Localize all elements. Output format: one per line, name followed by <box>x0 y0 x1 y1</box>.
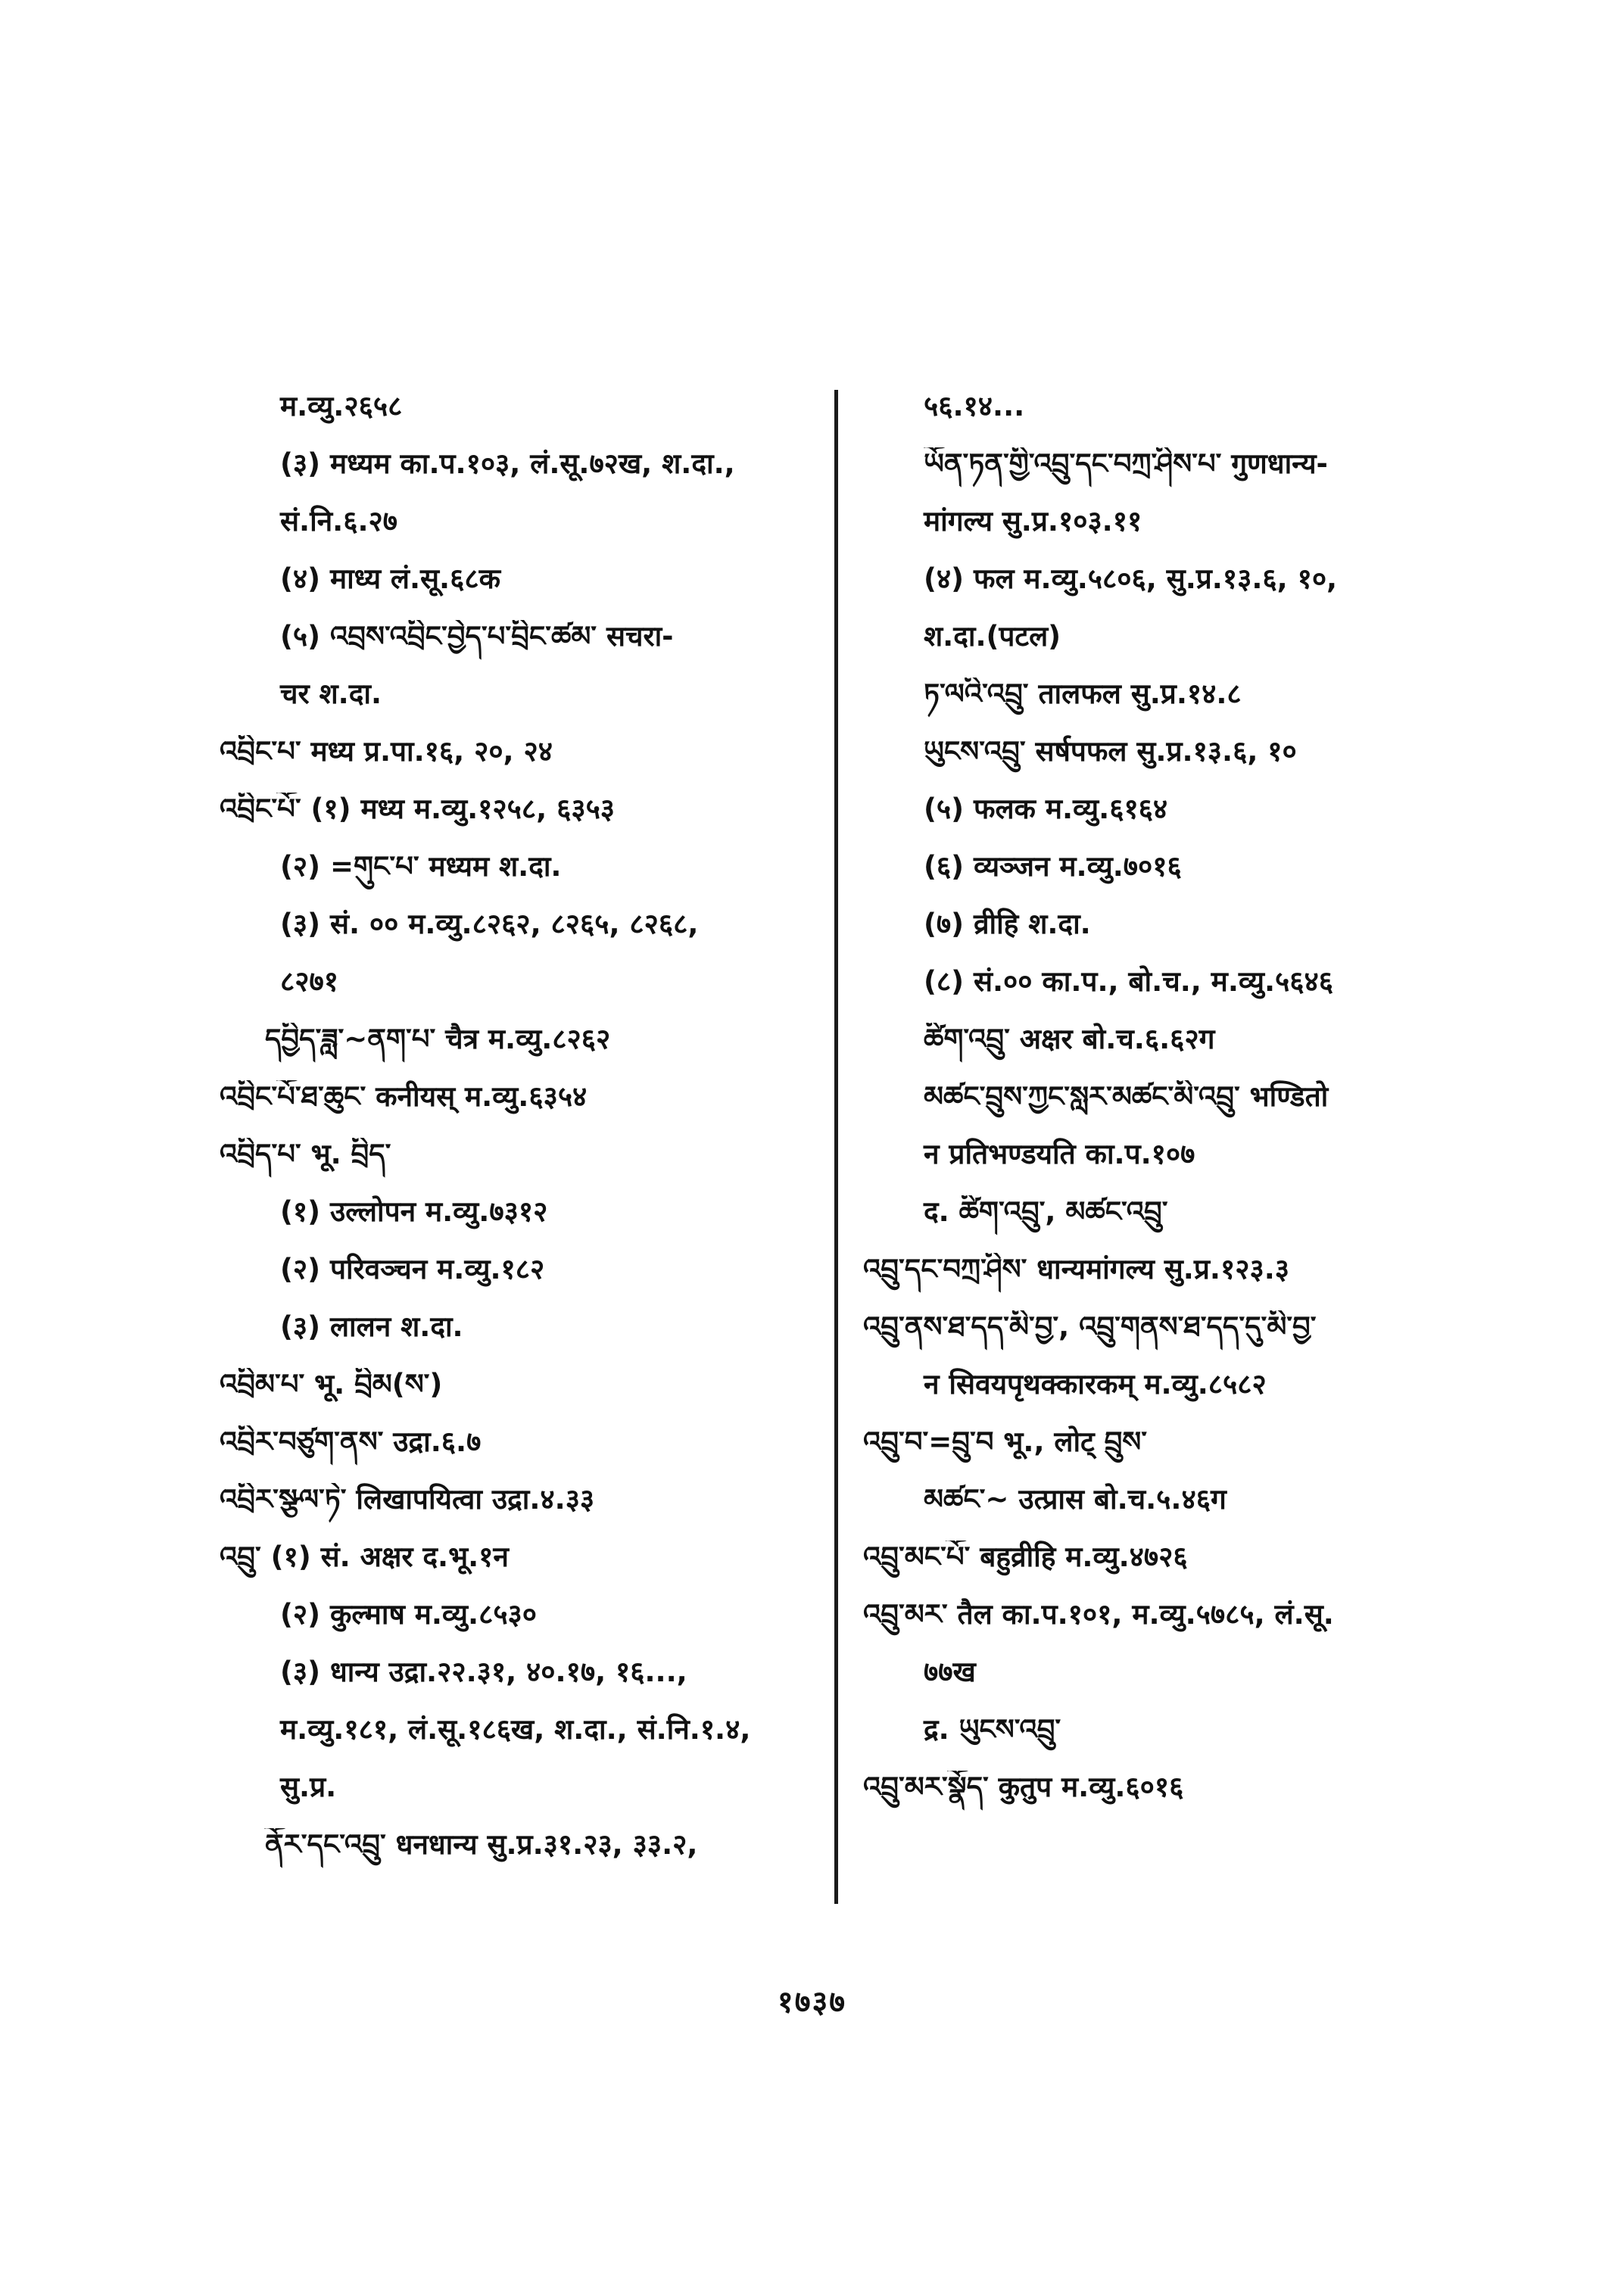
dictionary-line: ८२७१ <box>280 965 338 998</box>
dictionary-line: चर श.दा. <box>280 678 382 710</box>
dictionary-line: འབྲུ་བ་=བྲུ་བ भू., लोट् བྲུས་ <box>863 1425 1148 1458</box>
dictionary-line: म.व्यु.१८१, लं.सू.१८६ख, श.दा., सं.नि.१.४, <box>280 1713 751 1746</box>
dictionary-line: ७७ख <box>924 1656 976 1688</box>
dictionary-line: (३) धान्य उद्रा.२२.३१, ४०.१७, १६..., <box>280 1656 687 1688</box>
dictionary-line: (२) =གུང་པ་ मध्यम श.दा. <box>280 850 562 883</box>
dictionary-line: (३) मध्यम का.प.१०३, लं.सू.७२ख, श.दा., <box>280 447 735 480</box>
dictionary-line: (४) फल म.व्यु.५८०६, सु.प्र.१३.६, १०, <box>924 562 1338 595</box>
dictionary-line: འབྲུ་མང་པོ་ बहुव्रीहि म.व्यु.४७२६ <box>863 1541 1188 1573</box>
dictionary-line: ཡོན་ཏན་གྱི་འབྲུ་དང་བཀྲ་ཤིས་པ་ गुणधान्य- <box>924 447 1328 480</box>
dictionary-line: (६) व्यञ्जन म.व्यु.७०१६ <box>924 850 1182 883</box>
dictionary-line: འབྲིར་བཙུག་ནས་ उद्रा.६.७ <box>220 1425 482 1458</box>
dictionary-line: ५६.१४... <box>924 390 1025 422</box>
right-column <box>863 390 1484 1828</box>
dictionary-line: མཚང་བྲུས་ཀྱང་སླར་མཚང་མི་འབྲུ་ भण्डितो <box>924 1080 1329 1113</box>
dictionary-line: (२) परिवञ्चन म.व्यु.१८२ <box>280 1253 545 1285</box>
dictionary-line: श.दा.(पटल) <box>924 620 1061 653</box>
dictionary-line: मांगल्य सु.प्र.१०३.११ <box>924 505 1142 537</box>
dictionary-line: འབྲིད་པ་ भू. བྲིད་ <box>220 1138 391 1170</box>
dictionary-line: ནོར་དང་འབྲུ་ धनधान्य सु.प्र.३१.२३, ३३.२, <box>265 1828 698 1861</box>
dictionary-line: (३) सं. ०० म.व्यु.८२६२, ८२६५, ८२६८, <box>280 908 699 940</box>
dictionary-line: འབྲུ་ནས་ཐ་དད་མི་བྱ་, འབྲུ་གནས་ཐ་དད་དུ་མི་བྱ་ <box>863 1310 1317 1343</box>
dictionary-line: म.व्यु.२६५८ <box>280 390 403 422</box>
dictionary-line: (४) माध्य लं.सू.६८क <box>280 562 501 595</box>
dictionary-line: सु.प्र. <box>280 1771 337 1803</box>
dictionary-line: न सिवयपृथक्कारकम् म.व्यु.८५८२ <box>924 1368 1267 1400</box>
dictionary-line: འབྲུ་མར་ तैल का.प.१०१, म.व्यु.५७८५, लं.सू. <box>863 1598 1334 1631</box>
dictionary-line: द. ཚིག་འབྲུ་, མཚང་འབྲུ་ <box>924 1195 1168 1228</box>
dictionary-line: འབྲུ་མར་སྣོད་ कुतुप म.व्यु.६०१६ <box>863 1771 1184 1803</box>
dictionary-line: འབྲིང་པ་ मध्य प्र.पा.१६, २०, २४ <box>220 735 553 768</box>
dictionary-line: འབྲིར་སྩལ་ཏེ་ लिखापयित्वा उद्रा.४.३३ <box>220 1483 595 1516</box>
dictionary-line: འབྲིང་པོ་ཐ་ཆུང་ कनीयस् म.व्यु.६३५४ <box>220 1080 588 1113</box>
dictionary-line: द्र. ཡུངས་འབྲུ་ <box>924 1713 1061 1746</box>
dictionary-line: འབྲུ་དང་བཀྲ་ཤིས་ धान्यमांगल्य सु.प्र.१२३.३ <box>863 1253 1289 1285</box>
dictionary-line: འབྲུ་ (१) सं. अक्षर द.भू.१न <box>220 1541 509 1573</box>
dictionary-line: མཚང་~ उत्प्रास बो.च.५.४६ग <box>924 1483 1227 1516</box>
dictionary-line: ཚིག་འབྲུ་ अक्षर बो.च.६.६२ग <box>924 1023 1215 1055</box>
dictionary-line: (२) कुल्माष म.व्यु.८५३० <box>280 1598 538 1631</box>
dictionary-line: सं.नि.६.२७ <box>280 505 398 537</box>
dictionary-line: (५) འབྲས་འབྲིང་བྱེད་པ་བྲིང་ཚམ་ सचरा- <box>280 620 674 653</box>
dictionary-line: न प्रतिभण्डयति का.प.१०७ <box>924 1138 1195 1170</box>
dictionary-line: འབྲིང་པོ་ (१) मध्य म.व्यु.१२५८, ६३५३ <box>220 793 616 825</box>
dictionary-line: (३) लालन श.दा. <box>280 1310 463 1343</box>
dictionary-line: འབྲིམ་པ་ भू. བྲིམ(ས་) <box>220 1368 443 1400</box>
dictionary-line: (१) उल्लोपन म.व्यु.७३१२ <box>280 1195 548 1228</box>
dictionary-line: དབྱིད་ཟླ་~ནག་པ་ चैत्र म.व्यु.८२६२ <box>265 1023 611 1055</box>
dictionary-line: ཡུངས་འབྲུ་ सर्षपफल सु.प्र.१३.६, १० <box>924 735 1297 768</box>
dictionary-line: (८) सं.०० का.प., बो.च., म.व्यु.५६४६ <box>924 965 1333 998</box>
column-divider <box>834 390 838 1904</box>
dictionary-line: ཏ་ལའི་འབྲུ་ तालफल सु.प्र.१४.८ <box>924 678 1242 710</box>
dictionary-line: (५) फलक म.व्यु.६१६४ <box>924 793 1168 825</box>
page-number: १७३७ <box>777 1985 847 2020</box>
left-column <box>220 390 825 1886</box>
dictionary-line: (७) व्रीहि श.दा. <box>924 908 1091 940</box>
